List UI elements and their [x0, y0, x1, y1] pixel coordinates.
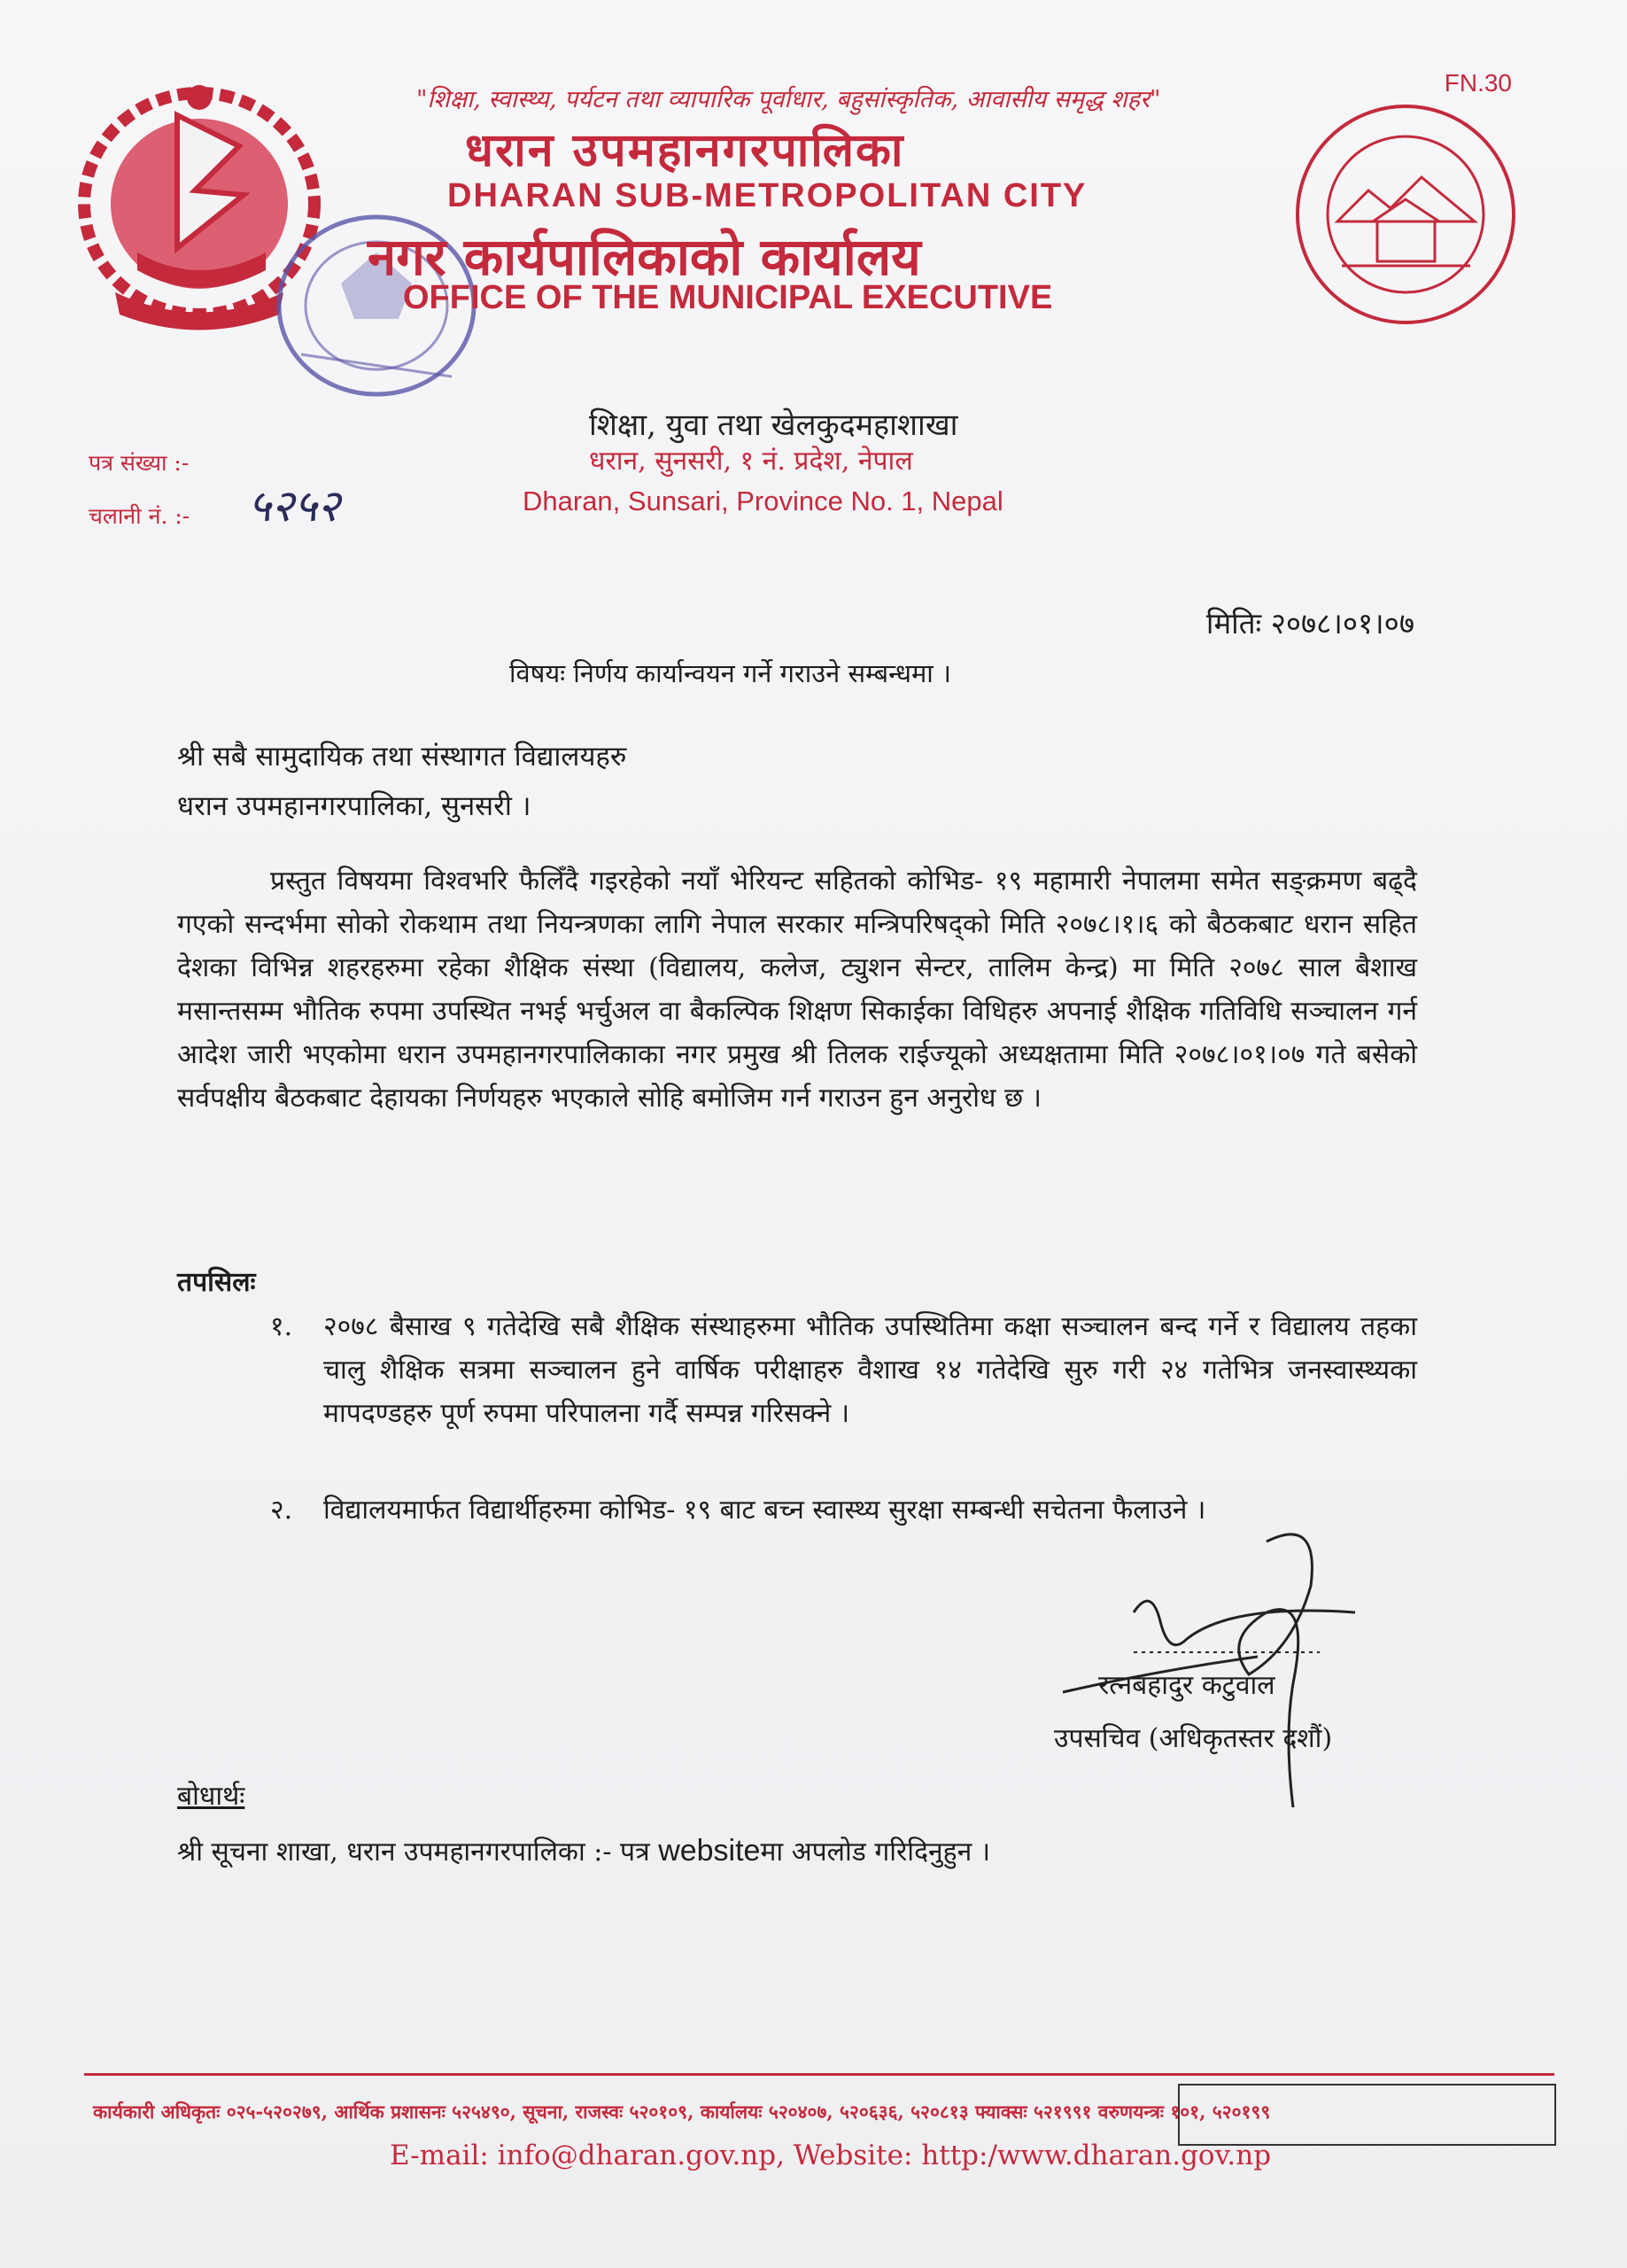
letter-body	[177, 859, 1417, 1120]
letter-date: मितिः २०७८।०१।०७	[1205, 606, 1414, 641]
address-nepali: धरान, सुनसरी, १ नं. प्रदेश, नेपाल	[589, 446, 913, 477]
footer-contacts: कार्यकारी अधिकृतः ०२५-५२०२७९, आर्थिक प्रशासनः ५२५४९०, सूचना, राजस्वः ५२०१०९, कार्यालयः ५२०४०७, ५२०६३६, ५२०८१३ फ्याक्सः ५२१९९१ वरुणयन्त्रः १०१, ५२०१९९	[93, 2101, 1271, 2123]
letter-no-label: पत्र संख्या :-	[89, 450, 190, 476]
letter-body-text: प्रस्तुत विषयमा विश्वभरि फैलिँदै गइरहेको नयाँ भेरियन्ट सहितको कोभिड- १९ महामारी नेपालमा समेत सङ्क्रमण बढ्दै गएको सन्दर्भमा सोको रोकथाम तथा नियन्त्रणका लागि नेपाल सरकार मन्त्रिपरिषद्को मिति २०७८।१।६ को बैठकबाट धरान सहित देशका विभिन्न शहरहरुमा रहेका शैक्षिक संस्था (विद्यालय, कलेज, ट्युशन सेन्टर, तालिम केन्द्र) मा मिति २०७८ साल बैशाख मसान्तसम्म भौतिक रुपमा उपस्थित नभई भर्चुअल वा बैकल्पिक शिक्षण सिकाईका विधिहरु अपनाई शैक्षिक गतिविधि सञ्चालन गर्न आदेश जारी भएकोमा धरान उपमहानगरपालिकाका नगर प्रमुख श्री तिलक राईज्यूको अध्यक्षतामा मिति २०७८।०१।०७ गते बसेको सर्वपक्षीय बैठकबाट देहायका निर्णयहरु भएकाले सोहि बमोजिम गर्न गराउन हुन अनुरोध छ ।	[177, 866, 1417, 1114]
office-nepali: नगर कार्यपालिकाको कार्यालय	[368, 227, 921, 287]
cc-line-web: website	[658, 1834, 761, 1868]
signatory-title: उपसचिव (अधिकृतस्तर दशौं)	[1054, 1723, 1333, 1754]
slogan: "शिक्षा, स्वास्थ्य, पर्यटन तथा व्यापारिक पूर्वाधार, बहुसांस्कृतिक, आवासीय समृद्ध शहर"	[416, 86, 1161, 113]
signatory-name: रत्नबहादुर कटुवाल	[1098, 1670, 1275, 1701]
title-nepali: धरान उपमहानगरपालिका	[465, 123, 905, 177]
list-heading: तपसिलः	[177, 1267, 256, 1298]
dispatch-no-label: चलानी नं. :-	[89, 503, 190, 529]
footer-divider	[84, 2073, 1554, 2076]
letter-subject: विषयः निर्णय कार्यान्वयन गर्ने गराउने सम्बन्धमा ।	[509, 658, 952, 688]
cc-line-pre: श्री सूचना शाखा, धरान उपमहानगरपालिका :- पत्र	[177, 1837, 659, 1868]
cc-line	[177, 1832, 990, 1868]
list-item-number: १.	[270, 1311, 293, 1342]
title-english: DHARAN SUB-METROPOLITAN CITY	[447, 177, 1088, 214]
list-item-text: विद्यालयमार्फत विद्यार्थीहरुमा कोभिड- १९ बाट बच्न स्वास्थ्य सुरक्षा सम्बन्धी सचेतना फैलाउने ।	[323, 1495, 1206, 1526]
cc-heading: बोधार्थः	[177, 1781, 245, 1812]
addressee-line-1: श्री सबै सामुदायिक तथा संस्थागत विद्यालयहरु	[177, 741, 627, 773]
branch-name: शिक्षा, युवा तथा खेलकुदमहाशाखा	[589, 408, 958, 443]
list-item-1	[270, 1305, 1417, 1435]
dispatch-no-handwritten: ५२५२	[248, 480, 340, 532]
list-item-text: २०७८ बैसाख ९ गतेदेखि सबै शैक्षिक संस्थाहरुमा भौतिक उपस्थितिमा कक्षा सञ्चालन बन्द गर्ने र विद्यालय तहका चालु शैक्षिक सत्रमा सञ्चालन हुने वार्षिक परीक्षाहरु वैशाख १४ गतेदेखि सुरु गरी २४ गतेभित्र जनस्वास्थ्यका मापदण्डहरु पूर्ण रुपमा परिपालना गर्दै सम्पन्न गरिसक्ने ।	[323, 1311, 1417, 1429]
dharan-seal-icon	[1289, 97, 1523, 332]
office-english: OFFICE OF THE MUNICIPAL EXECUTIVE	[403, 279, 1053, 316]
footer-email-website: E-mail: info@dharan.gov.np, Website: http:/www.dharan.gov.np	[390, 2140, 1272, 2171]
form-code: FN.30	[1444, 69, 1512, 97]
address-english: Dharan, Sunsari, Province No. 1, Nepal	[523, 485, 1003, 517]
addressee-line-2: धरान उपमहानगरपालिका, सुनसरी ।	[177, 790, 531, 822]
cc-line-post: मा अपलोड गरिदिनुहुन ।	[760, 1837, 991, 1868]
list-item-number: २.	[270, 1495, 293, 1526]
